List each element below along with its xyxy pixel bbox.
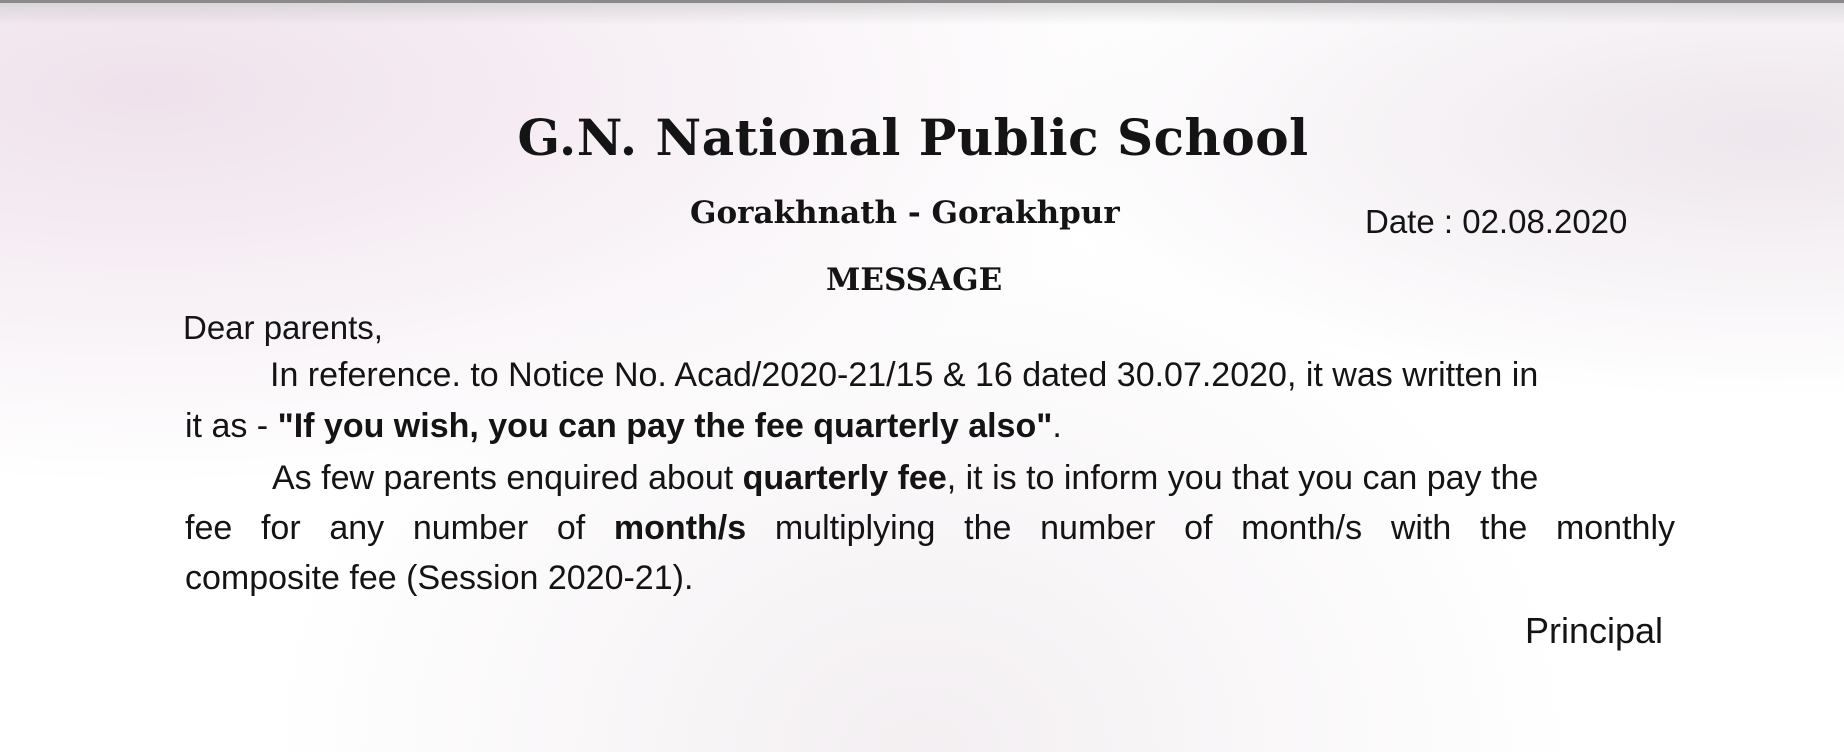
para2-line3-text: composite fee (Session 2020-21).	[185, 559, 694, 597]
months-emphasis: month/s	[613, 509, 747, 547]
principal-signature: Principal	[1525, 610, 1664, 651]
para2-line2-c: multiplying the number of month/s with the monthly	[746, 509, 1675, 547]
para1-line2-prefix: it as -	[185, 407, 278, 445]
quoted-notice-text: "If you wish, you can pay the fee quarterly also"	[277, 407, 1053, 445]
quarterly-fee-emphasis: quarterly fee	[742, 459, 947, 497]
salutation: Dear parents,	[183, 309, 383, 346]
para1-line2	[185, 407, 1062, 446]
school-location: Gorakhnath - Gorakhpur	[690, 195, 1120, 231]
para2-line2-a: fee for any number of	[185, 509, 614, 547]
para2-line1-a: As few parents enquired about	[272, 459, 743, 497]
para1-line1-text: In reference. to Notice No. Acad/2020-21/15 & 16 dated 30.07.2020, it was written in	[270, 356, 1539, 394]
para2-line3	[185, 559, 693, 598]
para1-line1	[270, 356, 1538, 395]
message-heading: MESSAGE	[826, 262, 1003, 298]
para1-line2-suffix: .	[1052, 407, 1062, 445]
para2-line2	[185, 509, 1675, 553]
notice-date: Date : 02.08.2020	[1365, 203, 1628, 240]
school-name-text: G.N. National Public School	[517, 108, 1309, 167]
para2-line1-c: , it is to inform you that you can pay the	[946, 459, 1539, 497]
paper-fold-shadow	[0, 3, 1844, 25]
para2-line1	[272, 459, 1538, 498]
school-name	[0, 108, 1844, 167]
